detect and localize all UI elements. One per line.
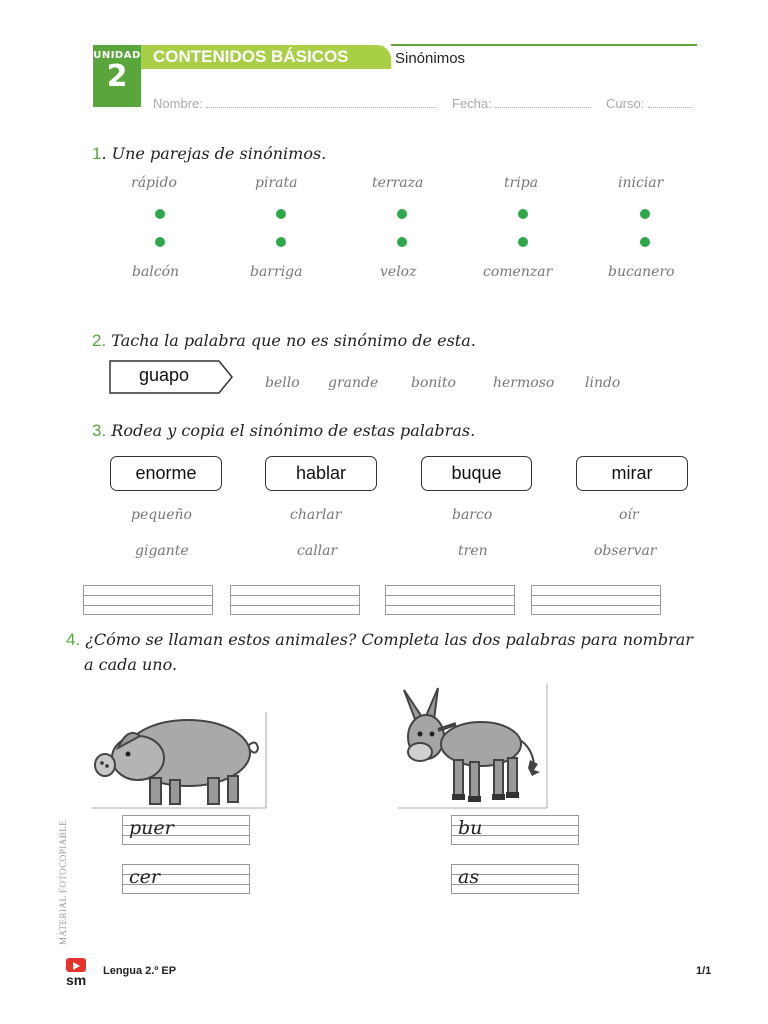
exercise-4-instruction: ¿Cómo se llaman estos animales? Completa las dos palabras para nombrar [85, 630, 693, 649]
bottom-word: bucanero [608, 264, 675, 280]
match-dot[interactable] [640, 209, 650, 219]
donkey-answer-prefix-1: bu [458, 817, 483, 839]
donkey-answer-line-2[interactable] [451, 864, 579, 894]
unit-label: UNIDAD [93, 50, 141, 61]
footer-subject: Lengua 2.º EP [103, 965, 177, 977]
match-dot[interactable] [155, 209, 165, 219]
date-field[interactable] [452, 96, 591, 111]
bottom-word: balcón [132, 264, 180, 280]
match-dot[interactable] [276, 237, 286, 247]
sm-logo-text: sm [66, 972, 87, 988]
pig-answer-line-2[interactable] [122, 864, 250, 894]
choice-word[interactable]: oír [619, 507, 639, 523]
unit-number: 2 [106, 59, 128, 94]
match-dot[interactable] [276, 209, 286, 219]
copy-writing-lines[interactable] [531, 585, 661, 615]
photocopiable-note: MATERIAL FOTOCOPIABLE [58, 819, 68, 945]
exercise-4-instruction-cont: a cada uno. [84, 655, 178, 674]
copy-writing-lines[interactable] [230, 585, 360, 615]
word-box: buque [421, 456, 532, 491]
top-word: iniciar [618, 175, 664, 191]
exercise-4-number: 4. [66, 630, 81, 649]
match-dot[interactable] [155, 237, 165, 247]
exercise-2-title [92, 331, 476, 351]
top-word: tripa [504, 175, 539, 191]
word-box: enorme [110, 456, 222, 491]
name-field[interactable] [153, 96, 436, 111]
choice-word[interactable]: pequeño [131, 507, 192, 523]
date-label: Fecha: [452, 96, 492, 111]
key-word: guapo [138, 365, 190, 385]
exercise-1-title [92, 144, 326, 164]
sm-logo-icon [66, 958, 86, 972]
exercise-2-number: 2. [92, 331, 107, 350]
choice-word[interactable]: barco [452, 507, 493, 523]
match-dot[interactable] [397, 237, 407, 247]
word-box: mirar [576, 456, 688, 491]
topic-title: Sinónimos [395, 50, 466, 67]
pig-illustration [88, 708, 268, 810]
top-word: rápido [131, 175, 177, 191]
copy-writing-lines[interactable] [385, 585, 515, 615]
choice-word[interactable]: charlar [290, 507, 342, 523]
top-word: pirata [255, 175, 298, 191]
choice-word[interactable]: callar [297, 543, 338, 559]
pig-answer-prefix-2: cer [129, 866, 160, 888]
choice-word[interactable]: tren [458, 543, 488, 559]
donkey-illustration [396, 682, 549, 810]
match-dot[interactable] [518, 209, 528, 219]
copy-writing-lines[interactable] [83, 585, 213, 615]
option-word[interactable]: hermoso [493, 375, 555, 391]
choice-word[interactable]: gigante [135, 543, 189, 559]
pig-answer-line-1[interactable] [122, 815, 250, 845]
match-dot[interactable] [640, 237, 650, 247]
option-word[interactable]: bello [265, 375, 300, 391]
top-word: terraza [372, 175, 424, 191]
choice-word[interactable]: observar [594, 543, 657, 559]
exercise-1-number: 1 [92, 144, 102, 163]
donkey-answer-line-1[interactable] [451, 815, 579, 845]
exercise-2-instruction: Tacha la palabra que no es sinónimo de esta. [111, 331, 476, 350]
name-label: Nombre: [153, 96, 203, 111]
course-label: Curso: [606, 96, 645, 111]
course-field[interactable] [606, 96, 692, 111]
exercise-3-number: 3. [92, 421, 107, 440]
section-title: CONTENIDOS BÁSICOS [153, 47, 349, 66]
bottom-word: comenzar [483, 264, 553, 280]
exercise-3-instruction: Rodea y copia el sinónimo de estas palabras. [111, 421, 476, 440]
exercise-3-title [92, 421, 475, 441]
unit-badge [93, 45, 141, 107]
exercise-1-instruction: . Une parejas de sinónimos. [101, 144, 327, 163]
option-word[interactable]: lindo [585, 375, 621, 391]
option-word[interactable]: grande [328, 375, 379, 391]
bottom-word: barriga [250, 264, 303, 280]
match-dot[interactable] [518, 237, 528, 247]
match-dot[interactable] [397, 209, 407, 219]
donkey-answer-prefix-2: as [458, 866, 480, 888]
exercise-4-title [66, 630, 693, 650]
pig-answer-prefix-1: puer [129, 817, 174, 839]
page-number: 1/1 [696, 965, 712, 977]
word-box: hablar [265, 456, 377, 491]
option-word[interactable]: bonito [411, 375, 456, 391]
bottom-word: veloz [380, 264, 417, 280]
header-rule [391, 44, 697, 46]
